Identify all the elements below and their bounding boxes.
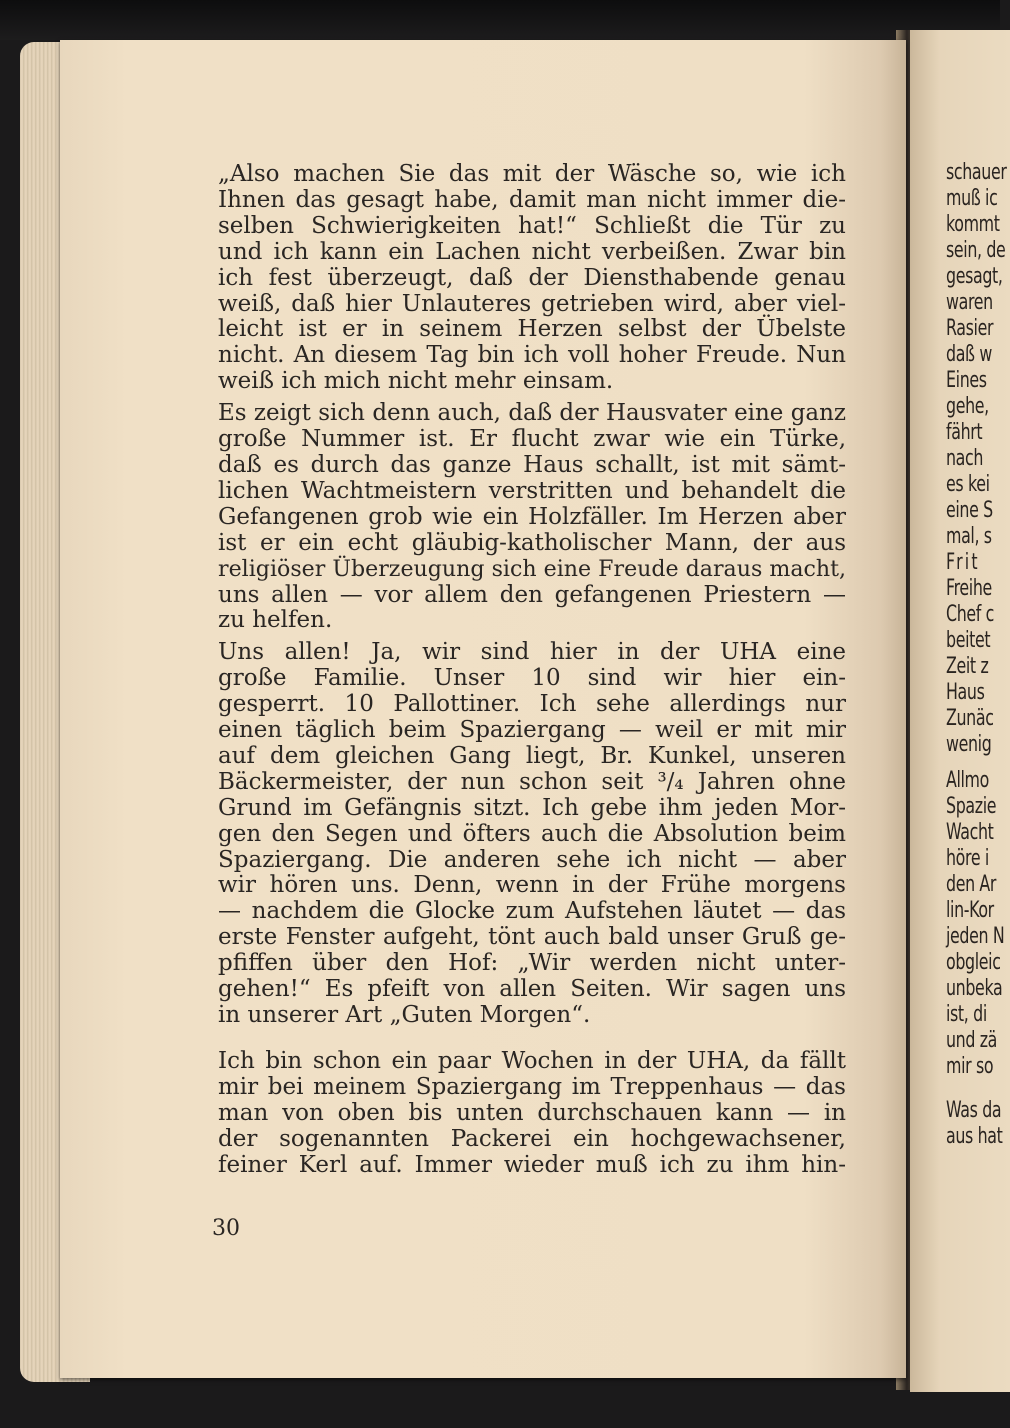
right-page-line: Eines — [946, 368, 987, 393]
right-page-line: den Ar — [946, 872, 997, 897]
right-page-line: Allmo — [946, 768, 989, 793]
text-line: ich fest überzeugt, daß der Diensthabende genau — [218, 264, 846, 291]
text-line: — nachdem die Glocke zum Aufstehen läutet — das — [218, 898, 846, 925]
right-page — [910, 30, 1010, 1392]
text-line: der sogenannten Packerei ein hochgewachsener, — [218, 1125, 846, 1152]
text-line: Spaziergang. Die anderen sehe ich nicht — aber — [218, 846, 846, 873]
right-page-line: Zunäc — [946, 706, 994, 731]
right-page-line: es kei — [946, 472, 990, 497]
right-page-line: ist, di — [946, 1002, 987, 1027]
text-line: in unserer Art „Guten Morgen“. — [218, 1002, 591, 1028]
text-line: große Nummer ist. Er flucht zwar wie ein Türke, — [218, 426, 846, 453]
text-line: uns allen — vor allem den gefangenen Priestern — — [218, 581, 846, 608]
text-line: zu helfen. — [218, 607, 333, 634]
right-page-line: Spazie — [946, 794, 997, 819]
right-page-line: daß w — [946, 342, 992, 367]
right-page-line: waren — [946, 290, 993, 315]
text-line: daß es durch das ganze Haus schallt, ist mit sämt- — [218, 451, 846, 478]
text-line: Grund im Gefängnis sitzt. Ich gebe ihm jeden Mor- — [218, 794, 846, 821]
right-page-line: gesagt, — [946, 264, 1003, 289]
page-number: 30 — [212, 1216, 240, 1241]
text-line: weiß ich mich nicht mehr einsam. — [218, 368, 614, 395]
text-line: leicht ist er in seinem Herzen selbst der Übelste — [218, 316, 846, 343]
right-page-line: mal, s — [946, 524, 992, 549]
paragraph-1 — [218, 162, 846, 395]
right-page-line: Freihe — [946, 576, 992, 601]
text-line: Ihnen das gesagt habe, damit man nicht immer die- — [218, 186, 846, 213]
text-line: Gefangenen grob wie ein Holzfäller. Im Herzen aber — [218, 503, 846, 530]
right-page-line: höre i — [946, 846, 989, 871]
right-page-line: jeden N — [946, 924, 1005, 949]
text-line: feiner Kerl auf. Immer wieder muß ich zu ihm hin- — [218, 1151, 846, 1178]
right-page-line: kommt — [946, 212, 1000, 237]
text-line: wir hören uns. Denn, wenn in der Frühe morgens — [218, 872, 846, 899]
text-line: Uns allen! Ja, wir sind hier in der UHA eine — [218, 639, 846, 666]
right-page-line: Rasier — [946, 316, 994, 341]
right-page-line: aus hat — [946, 1124, 1003, 1149]
text-line: man von oben bis unten durchschauen kann — in — [218, 1099, 846, 1126]
text-line: mir bei meinem Spaziergang im Treppenhaus — das — [218, 1073, 846, 1100]
text-line: weiß, daß hier Unlauteres getrieben wird, aber viel- — [218, 290, 846, 317]
text-line: und ich kann ein Lachen nicht verbeißen. Zwar bin — [218, 238, 846, 265]
right-page-line: obgleic — [946, 950, 1001, 975]
paragraph-2 — [218, 401, 846, 634]
text-line: gehen!“ Es pfeift von allen Seiten. Wir sagen uns — [218, 976, 846, 1003]
text-line: Es zeigt sich denn auch, daß der Hausvater eine ganz — [218, 400, 846, 427]
right-page-line: Chef c — [946, 602, 995, 627]
text-line: große Familie. Unser 10 sind wir hier ein- — [218, 665, 846, 692]
text-line: erste Fenster aufgeht, tönt auch bald unser Gruß ge- — [218, 924, 846, 951]
right-page-line: Was da — [946, 1098, 1002, 1123]
right-page-line: unbeka — [946, 976, 1003, 1001]
paragraph-3 — [218, 640, 846, 1029]
background-top — [0, 0, 1000, 40]
right-page-line: Haus — [946, 680, 985, 705]
text-line: lichen Wachtmeistern verstritten und behandelt die — [218, 477, 846, 504]
paragraph-4 — [218, 1049, 846, 1179]
text-line: nicht. An diesem Tag bin ich voll hoher Freude. Nun — [218, 342, 846, 369]
right-page-line: mir so — [946, 1054, 994, 1079]
right-page-line: sein, de — [946, 238, 1006, 263]
right-page-line: gehe, — [946, 394, 989, 419]
text-line: gen den Segen und öfters auch die Absolution beim — [218, 820, 846, 847]
page-body-text — [218, 162, 846, 1178]
right-page-line: nach — [946, 446, 984, 471]
right-page-line: Zeit z — [946, 654, 989, 679]
right-page-line: lin-Kor — [946, 898, 994, 923]
text-line: auf dem gleichen Gang liegt, Br. Kunkel, unseren — [218, 742, 846, 769]
text-line: Bäckermeister, der nun schon seit ³/₄ Jahren ohne — [218, 768, 846, 795]
text-line: ist er ein echt gläubig-katholischer Mann, der aus — [218, 529, 846, 556]
right-page-line: eine S — [946, 498, 993, 523]
text-line: gesperrt. 10 Pallottiner. Ich sehe allerdings nur — [218, 691, 846, 718]
right-page-line: wenig — [946, 732, 992, 757]
right-page-line: fährt — [946, 420, 983, 445]
right-page-line: Wacht — [946, 820, 994, 845]
text-line: pfiffen über den Hof: „Wir werden nicht unter- — [218, 950, 846, 977]
text-line: einen täglich beim Spaziergang — weil er mit mir — [218, 717, 846, 744]
right-page-line: Frit — [946, 550, 980, 575]
right-page-line: beitet — [946, 628, 991, 653]
text-line: Ich bin schon ein paar Wochen in der UHA, da fällt — [218, 1047, 846, 1074]
text-line: „Also machen Sie das mit der Wäsche so, wie ich — [218, 161, 846, 187]
text-line: selben Schwierigkeiten hat!“ Schließt die Tür zu — [218, 212, 846, 239]
text-line: religiöser Überzeugung sich eine Freude daraus macht, — [218, 555, 847, 582]
right-page-line: muß ic — [946, 186, 998, 211]
right-page-line: schauer — [946, 160, 1007, 185]
right-page-line: und zä — [946, 1028, 998, 1053]
